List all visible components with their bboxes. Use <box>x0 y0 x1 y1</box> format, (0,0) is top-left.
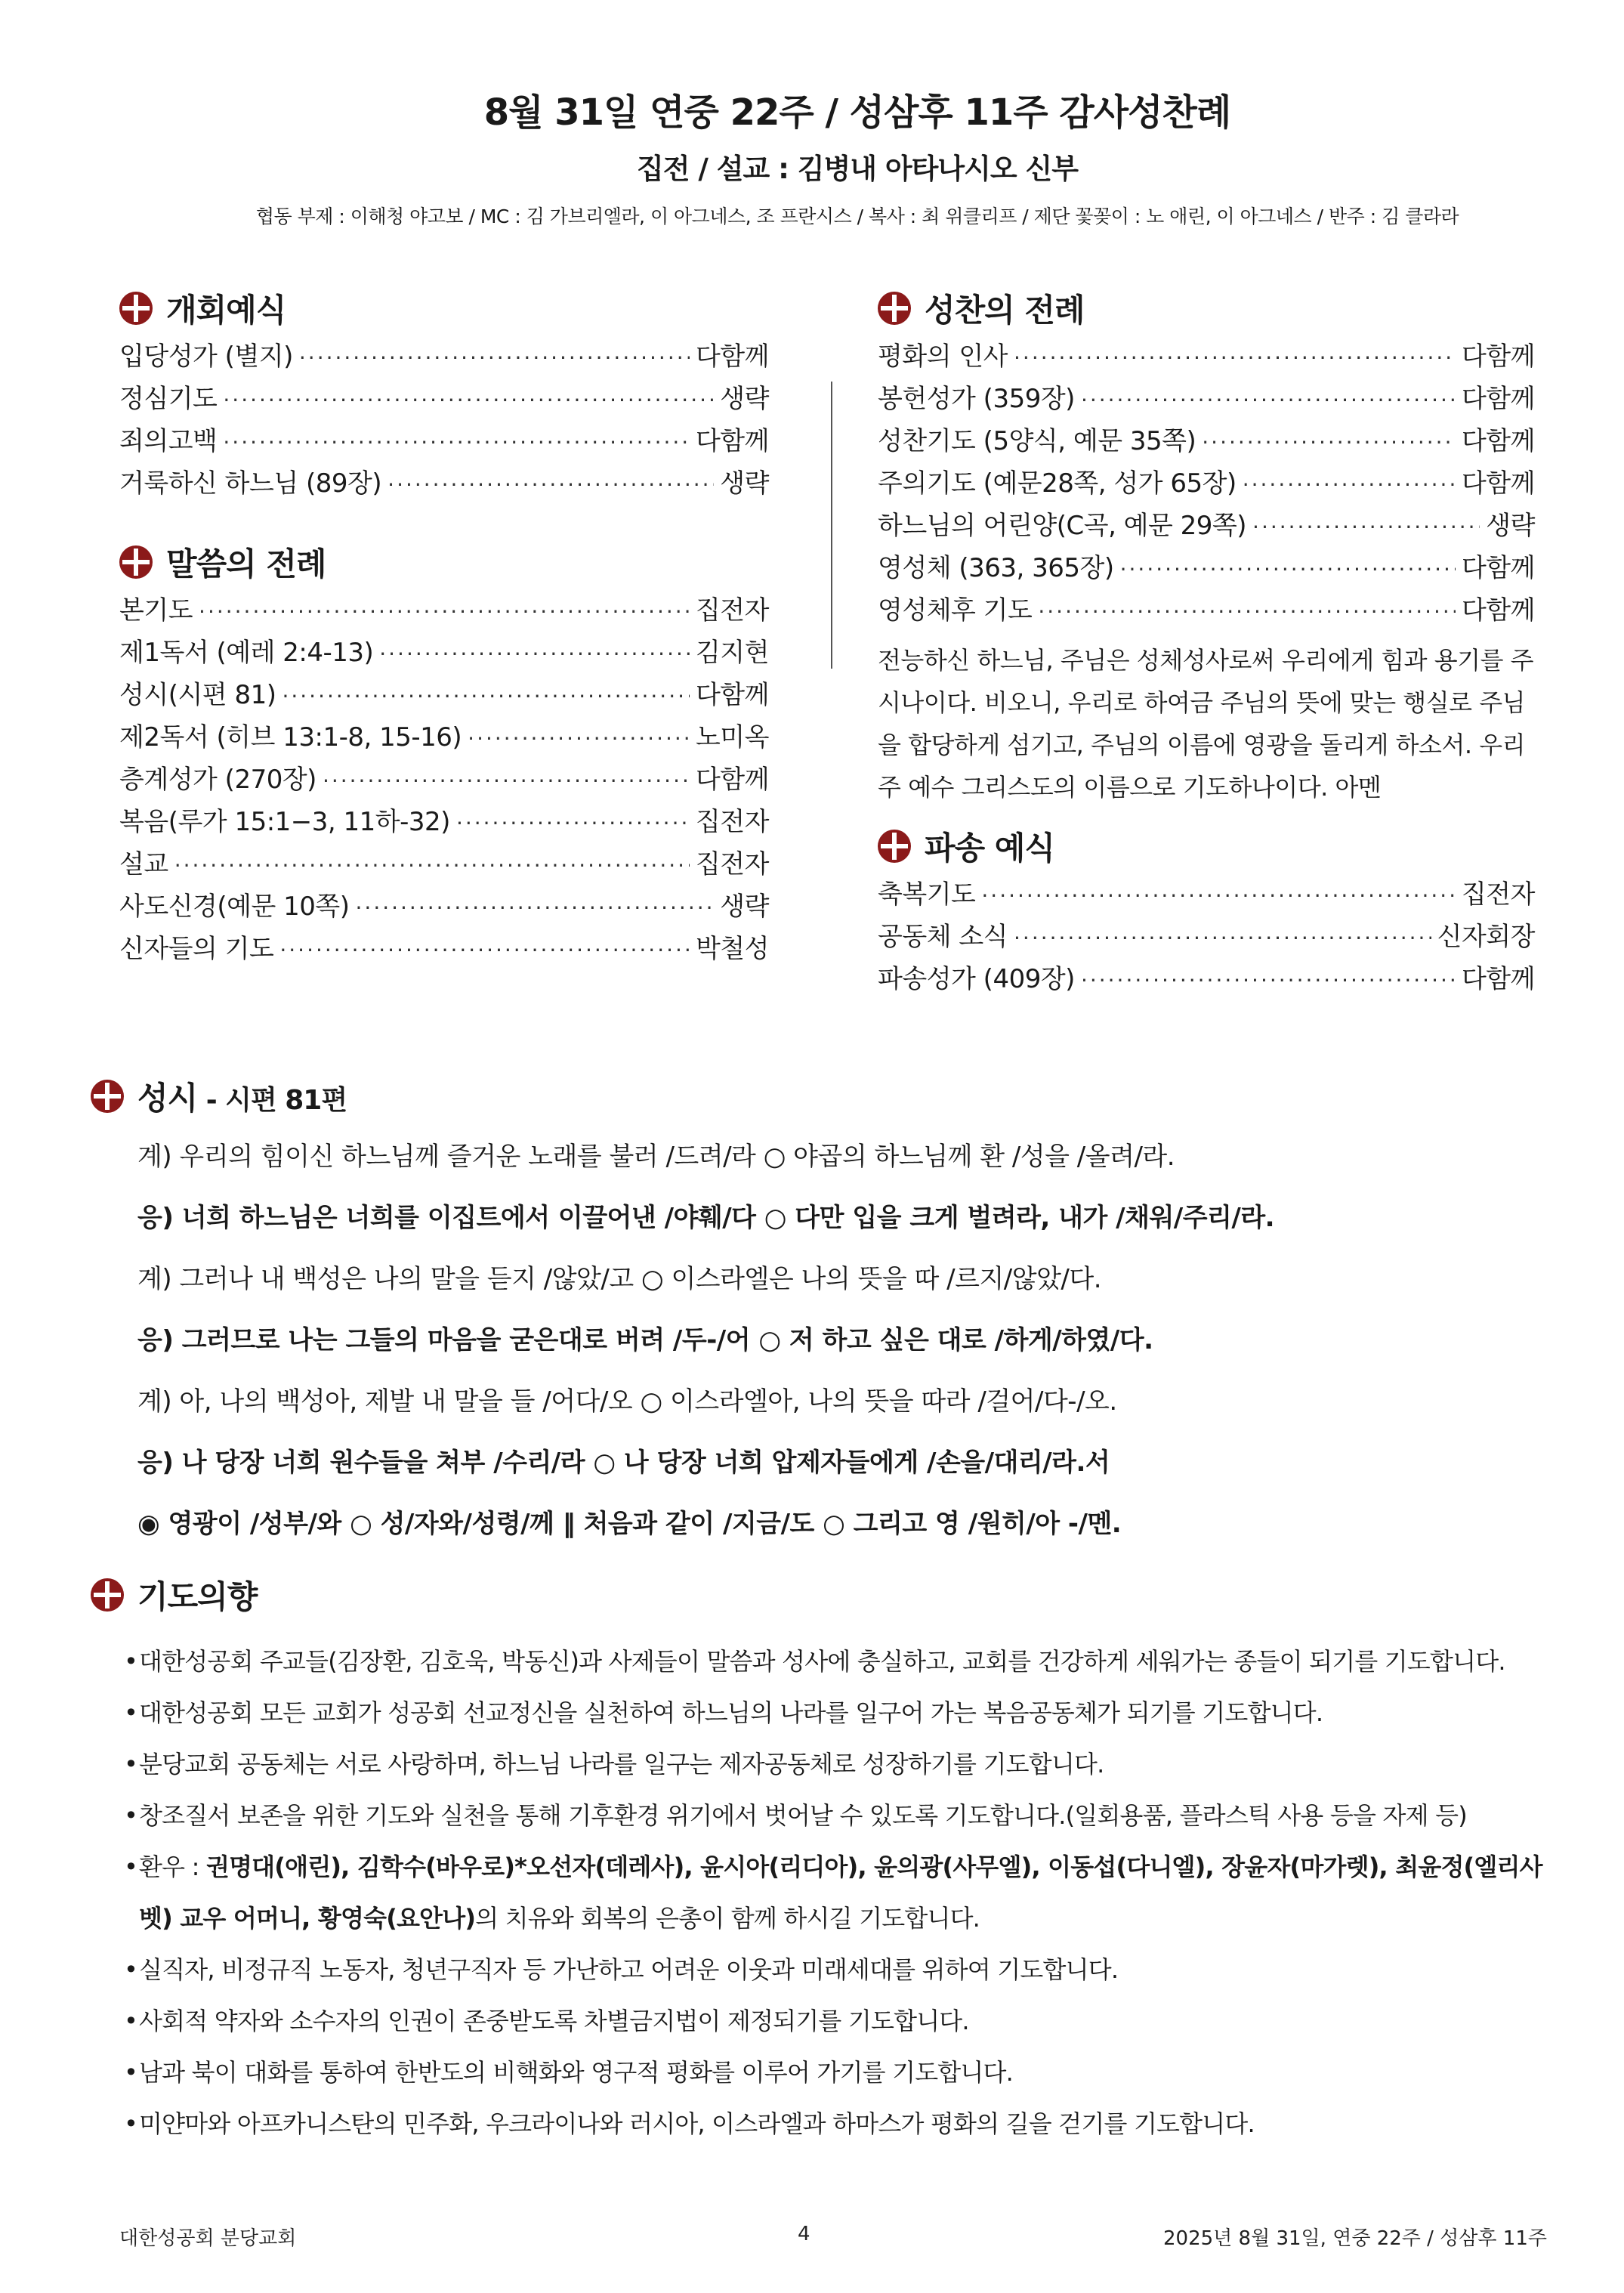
order-item-role: 다함께 <box>1461 553 1535 583</box>
dot-leader <box>356 895 715 920</box>
dot-leader <box>1243 472 1456 497</box>
order-row <box>119 378 769 420</box>
psalm-section-heading <box>91 1069 1548 1123</box>
dot-leader <box>282 684 689 709</box>
dot-leader <box>299 345 690 370</box>
intention-item: • 사회적 약자와 소수자의 인권이 존중받도록 차별금지법이 제정되기를 기도합니다. <box>91 1995 1548 2047</box>
intention-item: • 대한성공회 주교들(김장환, 김호욱, 박동신)과 사제들이 말씀과 성사에 충실하고, 교회를 건강하게 세워가는 종들이 되기를 기도합니다. <box>91 1636 1548 1687</box>
dot-leader <box>199 599 690 624</box>
cross-icon <box>91 1080 124 1113</box>
order-item-role: 다함께 <box>695 341 769 372</box>
dot-leader <box>468 726 690 751</box>
order-item-name: 복음(루가 15:1−3, 11하-32) <box>119 807 450 837</box>
order-row <box>119 335 769 378</box>
dismissal-order-list <box>878 873 1535 1000</box>
intention-item: • 미얀마와 아프카니스탄의 민주화, 우크라이나와 러시아, 이스라엘과 하마스가 평화의 길을 걷기를 기도합니다. <box>91 2098 1548 2149</box>
dot-leader <box>1081 388 1456 413</box>
footer-date: 2025년 8월 31일, 연중 22주 / 성삼후 11주 <box>1163 2227 1547 2250</box>
order-item-role: 신자회장 <box>1437 922 1535 952</box>
order-row <box>119 801 769 843</box>
order-row <box>119 589 769 632</box>
order-row <box>119 716 769 759</box>
order-item-name: 하느님의 어린양(C곡, 예문 29쪽) <box>878 511 1247 541</box>
page-title: 8월 31일 연중 22주 / 성삼후 11주 감사성찬례 <box>483 91 1231 134</box>
dot-leader <box>174 853 690 878</box>
psalm-line: 응) 나 당장 너희 원수들을 쳐부 /수리/라 ○ 나 당장 너희 압제자들에게 /손을/대리/라.서 <box>137 1448 1110 1478</box>
order-row <box>878 916 1535 958</box>
order-row <box>119 420 769 462</box>
left-column <box>119 281 769 970</box>
order-item-name: 입당성가 (별지) <box>119 341 293 372</box>
cross-icon <box>119 292 153 325</box>
order-item-name: 성찬기도 (5양식, 예문 35쪽) <box>878 426 1196 456</box>
psalm-line: 응) 너희 하느님은 너희를 이집트에서 이끌어낸 /야훼/다 ○ 다만 입을 크게 벌려라, 내가 /채워/주리/라. <box>137 1203 1275 1233</box>
order-row <box>878 420 1535 462</box>
order-row <box>878 547 1535 589</box>
section-title: 기도의향 <box>137 1578 258 1615</box>
order-item-role: 다함께 <box>1461 341 1535 372</box>
order-row <box>119 462 769 505</box>
intention-item-sick <box>91 1841 1548 1944</box>
order-item-name: 파송성가 (409장) <box>878 964 1075 994</box>
order-item-role: 생략 <box>1486 511 1535 541</box>
cross-icon <box>119 545 153 579</box>
order-item-role: 다함께 <box>1461 595 1535 626</box>
order-row <box>119 674 769 716</box>
order-item-role: 노미옥 <box>695 722 769 752</box>
word-order-list <box>119 589 769 970</box>
order-row <box>878 505 1535 547</box>
order-item-name: 축복기도 <box>878 879 976 910</box>
order-item-role: 집전자 <box>695 849 769 879</box>
section-title: 말씀의 전례 <box>166 545 326 583</box>
psalm-line: 응) 그러므로 나는 그들의 마음을 굳은대로 버려 /두-/어 ○ 저 하고 싶은 대로 /하게/하였/다. <box>137 1325 1153 1355</box>
order-item-name: 영성체후 기도 <box>878 595 1033 626</box>
dot-leader <box>1014 345 1456 370</box>
order-item-name: 죄의고백 <box>119 426 218 456</box>
intention-item: • 실직자, 비정규직 노동자, 청년구직자 등 가난하고 어려운 이웃과 미래세대를 위하여 기도합니다. <box>91 1944 1548 1995</box>
order-item-name: 본기도 <box>119 595 193 626</box>
order-row <box>878 335 1535 378</box>
eucharist-order-list <box>878 335 1535 632</box>
post-communion-prayer: 전능하신 하느님, 주님은 성체성사로써 우리에게 힘과 용기를 주시나이다. 비오니, 우리로 하여금 주님의 뜻에 맞는 행실로 주님을 합당하게 섬기고, 주님의 이름에 영광을 돌리게 하소서. 우리 주 예수 그리스도의 이름으로 기도하나이다. 아멘 <box>878 646 1534 802</box>
column-divider <box>831 382 832 669</box>
dot-leader <box>223 430 690 455</box>
order-row <box>878 589 1535 632</box>
section-title: 파송 예식 <box>925 830 1054 867</box>
order-item-role: 다함께 <box>695 426 769 456</box>
dismissal-section-heading <box>878 819 1535 873</box>
dot-leader <box>279 938 690 963</box>
order-item-role: 집전자 <box>695 595 769 626</box>
order-row <box>878 958 1535 1000</box>
section-title: 성찬의 전례 <box>925 292 1085 329</box>
psalm-line: ◉ 영광이 /성부/와 ○ 성/자와/성령/께 ‖ 처음과 같이 /지금/도 ○ 그리고 영 /원히/아 -/멘. <box>137 1509 1122 1539</box>
sick-suffix: 의 치유와 회복의 은총이 함께 하시길 기도합니다. <box>475 1904 980 1933</box>
order-item-name: 거룩하신 하느님 (89장) <box>119 468 382 499</box>
psalm-section <box>91 1069 1548 1562</box>
dot-leader <box>1202 430 1456 455</box>
staff-line: 협동 부제 : 이해청 야고보 / MC : 김 가브리엘라, 이 아그네스, 조 프란시스 / 복사 : 최 위클리프 / 제단 꽃꽂이 : 노 애린, 이 아그네스 / 반주 : 김 클라라 <box>255 206 1459 227</box>
dot-leader <box>223 388 714 413</box>
dot-leader <box>379 641 690 666</box>
dot-leader <box>1014 926 1431 950</box>
psalm-line: 계) 그러나 내 백성은 나의 말을 듣지 /않았/고 ○ 이스라엘은 나의 뜻을 따 /르지/않았/다. <box>137 1264 1102 1294</box>
dot-leader <box>323 768 690 793</box>
order-row <box>878 378 1535 420</box>
cross-icon <box>91 1578 124 1612</box>
order-item-role: 다함께 <box>1461 384 1535 414</box>
intentions-section <box>91 1568 1548 2149</box>
order-row <box>119 928 769 970</box>
order-row <box>119 885 769 928</box>
dot-leader <box>387 472 714 497</box>
order-item-role: 다함께 <box>1461 426 1535 456</box>
order-row <box>878 462 1535 505</box>
order-item-name: 설교 <box>119 849 168 879</box>
psalm-subtitle: - 시편 81편 <box>197 1085 347 1116</box>
order-item-name: 신자들의 기도 <box>119 934 274 964</box>
order-item-role: 집전자 <box>695 807 769 837</box>
order-item-role: 다함께 <box>695 765 769 795</box>
intention-item: • 대한성공회 모든 교회가 성공회 선교정신을 실천하여 하느님의 나라를 일구어 가는 복음공동체가 되기를 기도합니다. <box>91 1687 1548 1738</box>
sick-names: 권명대(애린), 김학수(바우로)*오선자(데레사), 윤시아(리디아), 윤의광(사무엘), 이동섭(다니엘), 장윤자(마가렛), 최윤정(엘리사벳) 교우 어머니, 황영숙(요안나) <box>139 1853 1542 1933</box>
order-item-role: 다함께 <box>1461 468 1535 499</box>
order-row <box>119 632 769 674</box>
intention-item: • 남과 북이 대화를 통하여 한반도의 비핵화와 영구적 평화를 이루어 가기를 기도합니다. <box>91 2047 1548 2098</box>
order-item-role: 생략 <box>720 468 769 499</box>
footer-church: 대한성공회 분당교회 <box>119 2227 297 2250</box>
order-item-name: 제2독서 (히브 13:1-8, 15-16) <box>119 722 462 752</box>
dot-leader <box>1252 515 1480 539</box>
dot-leader <box>456 811 690 836</box>
order-item-role: 생략 <box>720 384 769 414</box>
right-column <box>878 281 1535 1000</box>
dot-leader <box>1038 599 1456 624</box>
bulletin-header <box>0 83 1624 229</box>
order-item-role: 김지현 <box>695 638 769 668</box>
order-row <box>119 843 769 885</box>
footer-page-number: 4 <box>798 2223 810 2245</box>
cross-icon <box>878 292 911 325</box>
order-item-name: 평화의 인사 <box>878 341 1008 372</box>
order-item-name: 층계성가 (270장) <box>119 765 316 795</box>
section-title: 개회예식 <box>166 292 286 329</box>
psalm-lines <box>137 1134 1548 1562</box>
order-item-name: 봉헌성가 (359장) <box>878 384 1075 414</box>
order-item-name: 성시(시편 81) <box>119 680 276 710</box>
order-item-name: 제1독서 (예레 2:4-13) <box>119 638 374 668</box>
order-item-role: 생략 <box>720 892 769 922</box>
opening-order-list <box>119 335 769 505</box>
order-row <box>119 759 769 801</box>
celebrant-line: 집전 / 설교 : 김병내 아타나시오 신부 <box>637 153 1078 185</box>
intentions-section-heading <box>91 1568 1548 1622</box>
dot-leader <box>981 883 1456 908</box>
order-item-role: 다함께 <box>695 680 769 710</box>
order-item-name: 주의기도 (예문28쪽, 성가 65장) <box>878 468 1237 499</box>
psalm-title: 성시 <box>137 1080 198 1117</box>
sick-prefix: 환우 : <box>139 1853 206 1881</box>
order-item-role: 다함께 <box>1461 964 1535 994</box>
order-item-name: 정심기도 <box>119 384 218 414</box>
order-item-name: 사도신경(예문 10쪽) <box>119 892 350 922</box>
psalm-line: 계) 우리의 힘이신 하느님께 즐거운 노래를 불러 /드려/라 ○ 야곱의 하느님께 환 /성을 /올려/라. <box>137 1142 1175 1172</box>
order-item-role: 박철성 <box>695 934 769 964</box>
dot-leader <box>1081 968 1456 993</box>
eucharist-section-heading <box>878 281 1535 335</box>
intention-item: • 분당교회 공동체는 서로 사랑하며, 하느님 나라를 일구는 제자공동체로 성장하기를 기도합니다. <box>91 1738 1548 1790</box>
word-section-heading <box>119 535 769 589</box>
opening-section-heading <box>119 281 769 335</box>
order-item-role: 집전자 <box>1461 879 1535 910</box>
dot-leader <box>1120 557 1456 582</box>
intention-item: • 창조질서 보존을 위한 기도와 실천을 통해 기후환경 위기에서 벗어날 수 있도록 기도합니다.(일회용품, 플라스틱 사용 등을 자제 등) <box>91 1790 1548 1841</box>
order-item-name: 영성체 (363, 365장) <box>878 553 1114 583</box>
psalm-line: 계) 아, 나의 백성아, 제발 내 말을 들 /어다/오 ○ 이스라엘아, 나의 뜻을 따라 /걸어/다-/오. <box>137 1386 1117 1417</box>
cross-icon <box>878 830 911 863</box>
order-row <box>878 873 1535 916</box>
intentions-list <box>91 1636 1548 2149</box>
order-item-name: 공동체 소식 <box>878 922 1008 952</box>
